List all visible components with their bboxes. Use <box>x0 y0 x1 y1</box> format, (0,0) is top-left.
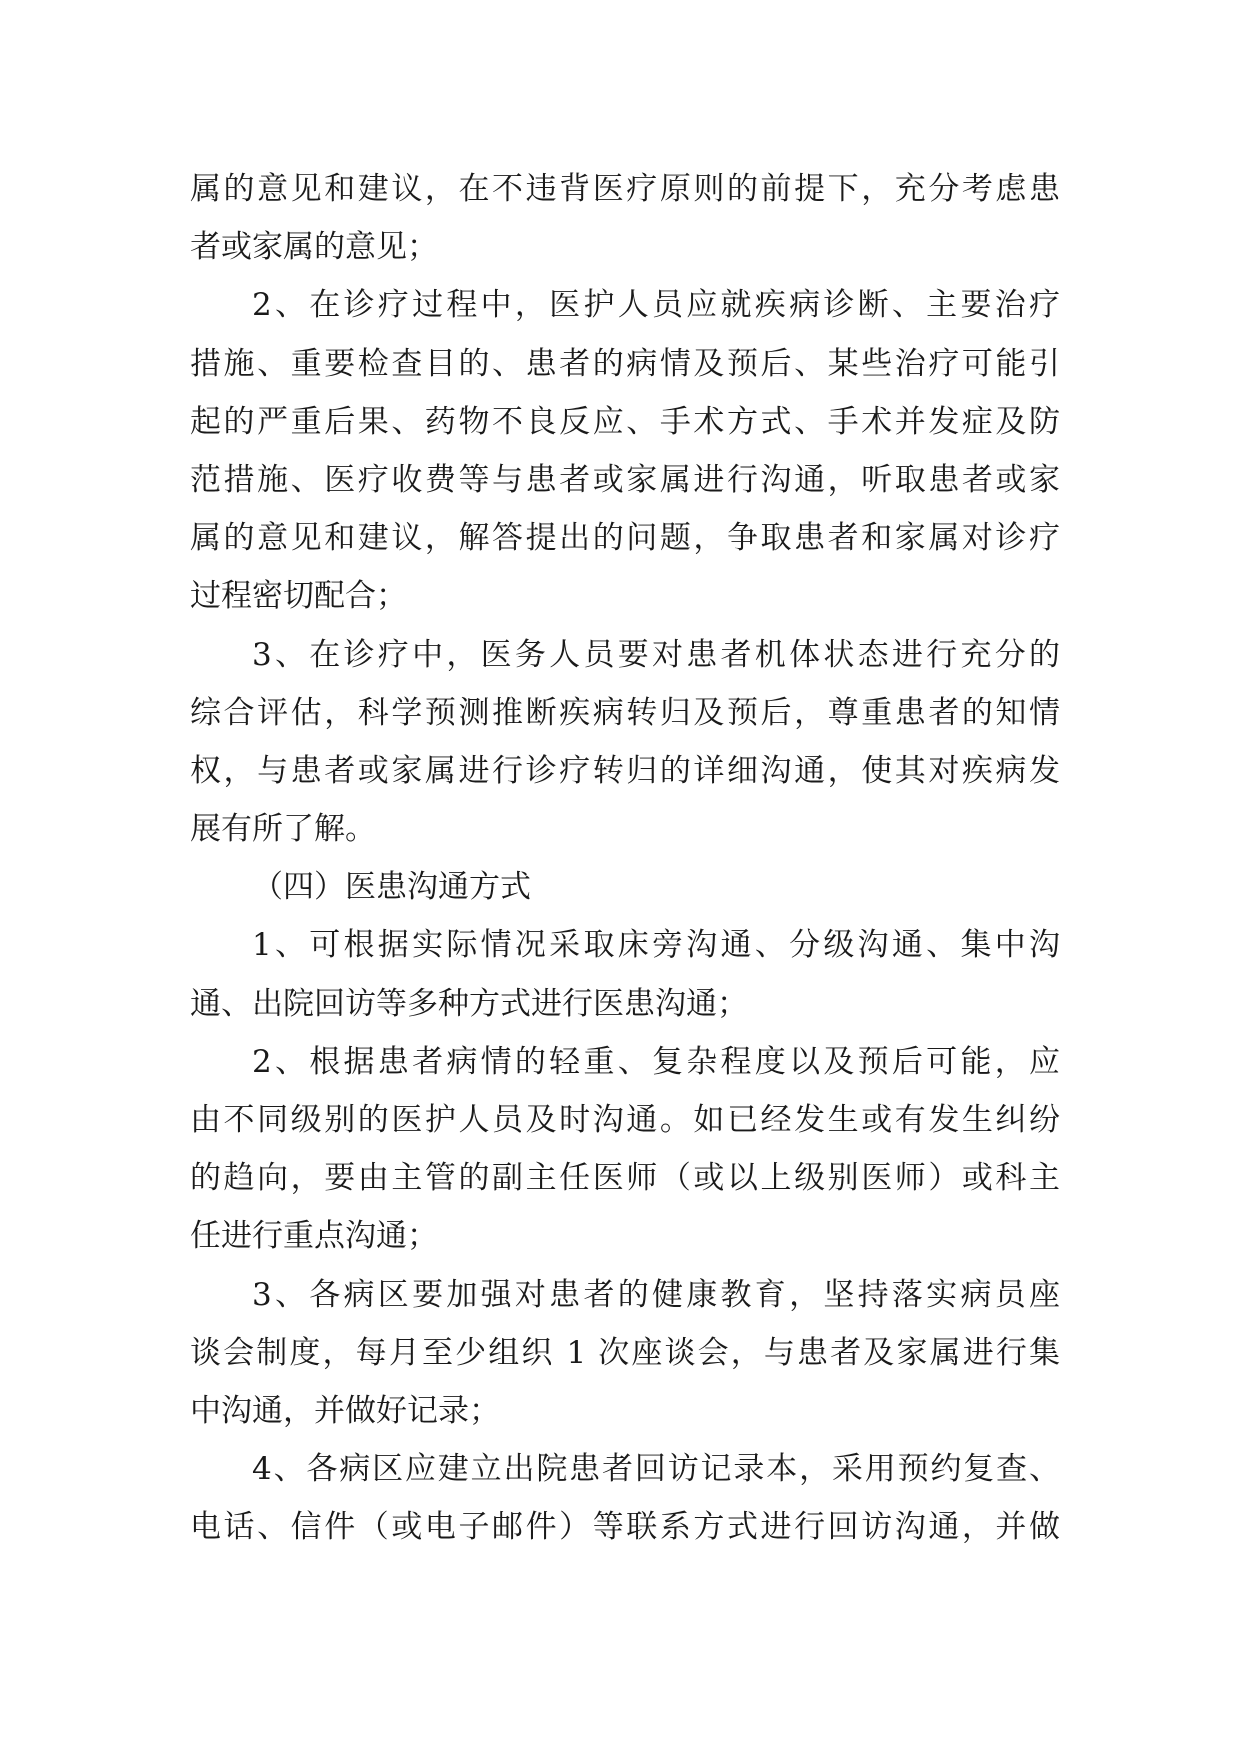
section-heading: （四）医患沟通方式 <box>252 869 531 906</box>
paragraph-start-line: 3、在诊疗中，医务人员要对患者机体状态进行充分的 <box>252 636 1060 673</box>
text-line: 电话、信件（或电子邮件）等联系方式进行回访沟通，并做 <box>190 1509 1060 1546</box>
body-text <box>190 160 1060 1557</box>
text-line: 权，与患者或家属进行诊疗转归的详细沟通，使其对疾病发 <box>190 752 1060 789</box>
paragraph-start-line: 4、各病区应建立出院患者回访记录本，采用预约复查、 <box>252 1451 1060 1488</box>
paragraph-start-line: 1、可根据实际情况采取床旁沟通、分级沟通、集中沟 <box>252 927 1060 964</box>
paragraph-start-line: 2、在诊疗过程中，医护人员应就疾病诊断、主要治疗 <box>252 287 1060 324</box>
text-line: 由不同级别的医护人员及时沟通。如已经发生或有发生纠纷 <box>190 1102 1060 1138</box>
text-line: 任进行重点沟通； <box>190 1218 438 1255</box>
text-line: 谈会制度，每月至少组织 1 次座谈会，与患者及家属进行集 <box>190 1334 1060 1371</box>
text-line: 通、出院回访等多种方式进行医患沟通； <box>190 985 748 1022</box>
text-line: 过程密切配合； <box>190 578 407 615</box>
paragraph-start-line: 3、各病区要加强对患者的健康教育，坚持落实病员座 <box>252 1276 1060 1313</box>
text-line: 范措施、医疗收费等与患者或家属进行沟通，听取患者或家 <box>190 461 1060 498</box>
text-line: 措施、重要检查目的、患者的病情及预后、某些治疗可能引 <box>190 345 1060 382</box>
text-line: 起的严重后果、药物不良反应、手术方式、手术并发症及防 <box>190 403 1060 440</box>
text-line: 的趋向，要由主管的副主任医师（或以上级别医师）或科主 <box>190 1160 1060 1197</box>
text-line: 属的意见和建议，在不违背医疗原则的前提下，充分考虑患 <box>190 171 1060 207</box>
text-line: 属的意见和建议，解答提出的问题，争取患者和家属对诊疗 <box>190 520 1060 557</box>
text-line: 者或家属的意见； <box>190 229 438 266</box>
text-line: 中沟通，并做好记录； <box>190 1392 500 1429</box>
paragraph-start-line: 2、根据患者病情的轻重、复杂程度以及预后可能，应 <box>252 1043 1060 1080</box>
text-line: 综合评估，科学预测推断疾病转归及预后，尊重患者的知情 <box>190 694 1060 731</box>
text-line: 展有所了解。 <box>190 811 376 848</box>
